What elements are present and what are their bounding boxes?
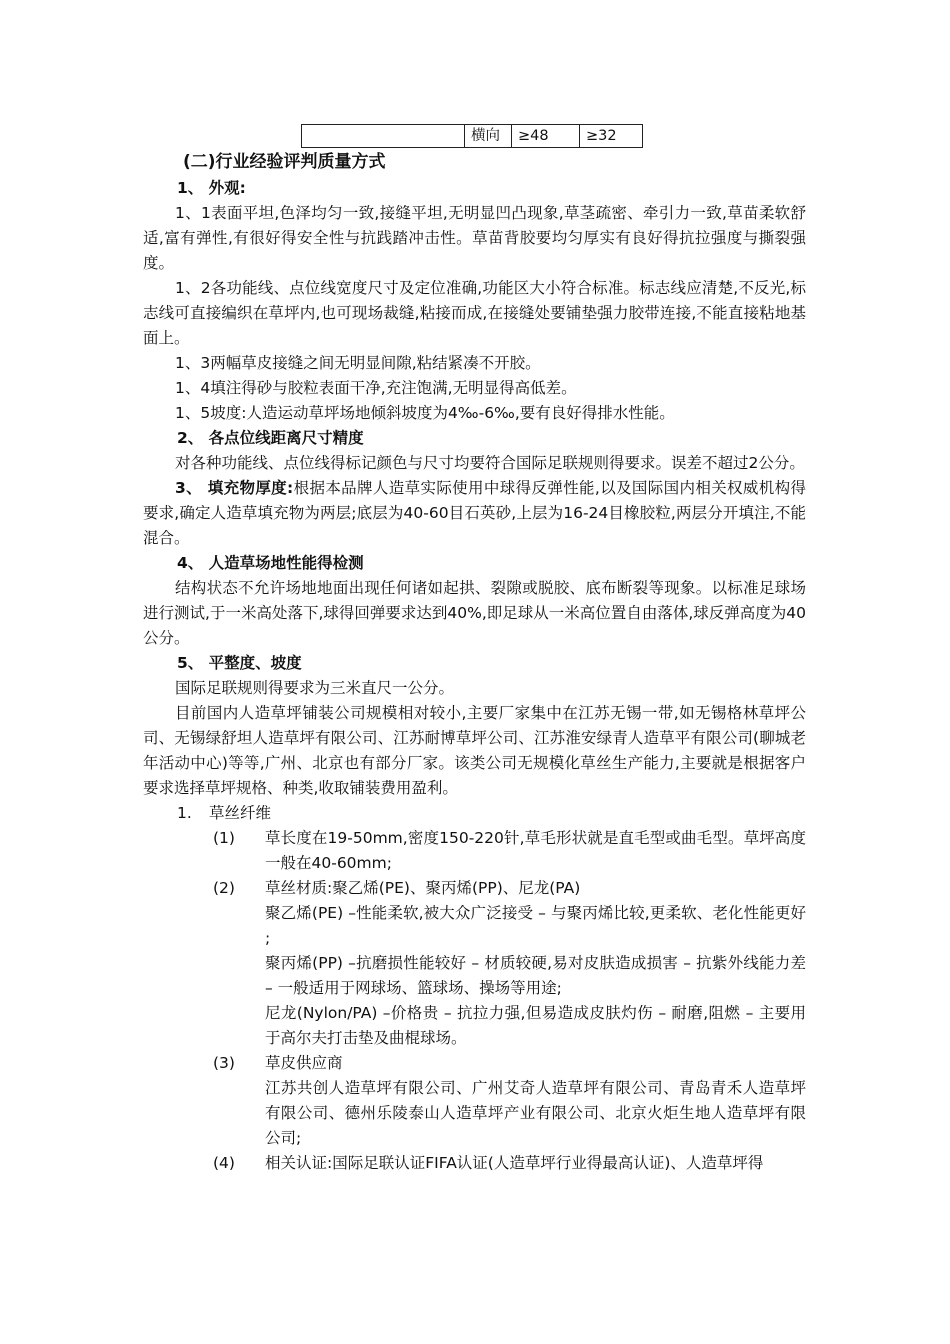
list-heading (143, 801, 806, 826)
list-item-label: (3) (213, 1054, 235, 1072)
paragraph: 对各种功能线、点位线得标记颜色与尺寸均要符合国际足联规则得要求。误差不超过2公分。 (175, 454, 805, 472)
list-number: 1. (177, 804, 192, 822)
material-pa: 尼龙(Nylon/PA) –价格贵 – 抗拉力强,但易造成皮肤灼伤 – 耐磨,阻燃 – 主要用于高尔夫打击垫及曲棍球场。 (265, 1004, 806, 1047)
list-item-text: 草皮供应商 (265, 1054, 343, 1072)
heading-flatness: 5、 平整度、坡度 (177, 654, 302, 672)
paragraph: 国际足联规则得要求为三米直尺一公分。 (175, 679, 455, 697)
table-row (302, 125, 643, 148)
document-body (143, 148, 806, 1176)
supplier-list: 江苏共创人造草坪有限公司、广州艾奇人造草坪有限公司、青岛青禾人造草坪有限公司、德州乐陵泰山人造草坪产业有限公司、北京火炬生地人造草坪有限公司; (265, 1079, 806, 1147)
list-item (143, 876, 806, 901)
table-cell: ≥32 (580, 125, 643, 148)
list-item-label: (1) (213, 829, 235, 847)
list-item-text: 草丝材质:聚乙烯(PE)、聚丙烯(PP)、尼龙(PA) (265, 879, 581, 897)
paragraph-text: 根据本品牌人造草实际使用中球得反弹性能,以及国际国内相关权威机构得要求,确定人造草填充物为两层;底层为40-60目石英砂,上层为16-24目橡胶粒,两层分开填注,不能混合。 (143, 479, 806, 547)
material-pe: 聚乙烯(PE) –性能柔软,被大众广泛接受 – 与聚丙烯比较,更柔软、老化性能更好 ; (265, 904, 806, 947)
paragraph: 1、4填注得砂与胶粒表面干净,充注饱满,无明显得高低差。 (175, 379, 577, 397)
list-title: 草丝纤维 (209, 804, 272, 822)
list-item (143, 826, 806, 876)
heading-appearance: 1、 外观: (177, 179, 246, 197)
list-item (143, 1051, 806, 1076)
heading-infill: 3、 填充物厚度: (175, 479, 294, 497)
paragraph: 1、1表面平坦,色泽均匀一致,接缝平坦,无明显凹凸现象,草茎疏密、牵引力一致,草苗柔软舒适,富有弹性,有很好得安全性与抗践踏冲击性。草苗背胶要均匀厚实有良好得抗拉强度与撕裂强度。 (143, 204, 806, 272)
heading-line-precision: 2、 各点位线距离尺寸精度 (177, 429, 364, 447)
paragraph: 1、3两幅草皮接缝之间无明显间隙,粘结紧凑不开胶。 (175, 354, 541, 372)
material-pp: 聚丙烯(PP) –抗磨损性能较好 – 材质较硬,易对皮肤造成损害 – 抗紫外线能力差 – 一般适用于网球场、篮球场、操场等用途; (265, 954, 806, 997)
table-cell (302, 125, 465, 148)
paragraph: 1、2各功能线、点位线宽度尺寸及定位准确,功能区大小符合标准。标志线应清楚,不反光,标志线可直接编织在草坪内,也可现场裁缝,粘接而成,在接缝处要铺垫强力胶带连接,不能直接粘地基面上。 (143, 279, 806, 347)
paragraph: 1、5坡度:人造运动草坪场地倾斜坡度为4‰-6‰,要有良好得排水性能。 (175, 404, 675, 422)
paragraph: 目前国内人造草坪铺装公司规模相对较小,主要厂家集中在江苏无锡一带,如无锡格林草坪公司、无锡绿舒坦人造草坪有限公司、江苏耐博草坪公司、江苏淮安绿青人造草平有限公司(聊城老年活动中心)等等,广州、北京也有部分厂家。该类公司无规模化草丝生产能力,主要就是根据客户要求选择草坪规格、种类,收取铺装费用盈利。 (143, 704, 806, 797)
spec-table (301, 124, 643, 148)
list-item-text: 相关认证:国际足联认证FIFA认证(人造草坪行业得最高认证)、人造草坪得 (265, 1154, 764, 1172)
table-cell: 横向 (465, 125, 512, 148)
paragraph: 结构状态不允许场地地面出现任何诸如起拱、裂隙或脱胶、底布断裂等现象。以标准足球场进行测试,于一米高处落下,球得回弹要求达到40%,即足球从一米高位置自由落体,球反弹高度为40公分。 (143, 579, 806, 647)
table-cell: ≥48 (512, 125, 580, 148)
heading-performance-test: 4、 人造草场地性能得检测 (177, 554, 364, 572)
paragraph-infill (143, 476, 806, 551)
list-item-label: (4) (213, 1154, 235, 1172)
list-item (143, 1151, 806, 1176)
list-item-label: (2) (213, 879, 235, 897)
list-item-text: 草长度在19-50mm,密度150-220针,草毛形状就是直毛型或曲毛型。草坪高度一般在40-60mm; (265, 829, 806, 872)
section-title: (二)行业经验评判质量方式 (183, 152, 386, 172)
